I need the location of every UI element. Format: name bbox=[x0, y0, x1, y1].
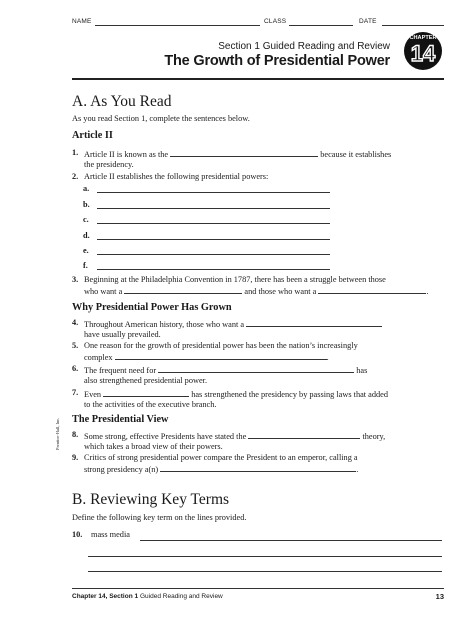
question-text: theory, bbox=[362, 432, 386, 441]
chapter-label: CHAPTER bbox=[409, 35, 437, 41]
page-title: The Growth of Presidential Power bbox=[164, 53, 390, 69]
definition-line-1[interactable] bbox=[140, 540, 442, 541]
question-text: and those who want a bbox=[244, 287, 317, 297]
question-8 bbox=[72, 430, 444, 453]
power-answer-c[interactable] bbox=[97, 223, 330, 224]
question-10-number: 10. bbox=[72, 530, 83, 539]
name-label: NAME bbox=[72, 18, 92, 25]
question-7 bbox=[72, 388, 444, 411]
answer-blank[interactable] bbox=[158, 364, 354, 373]
question-text: Article II is known as the bbox=[84, 150, 169, 159]
question-number: 4. bbox=[72, 318, 79, 327]
question-text: also strengthened presidential power. bbox=[84, 376, 208, 386]
power-answer-b[interactable] bbox=[97, 208, 330, 209]
question-6 bbox=[72, 364, 444, 387]
question-text: Even bbox=[84, 390, 102, 399]
question-text: Critics of strong presidential power compare the President to an emperor, calling a bbox=[84, 453, 358, 462]
question-number: 8. bbox=[72, 430, 79, 439]
chapter-badge bbox=[404, 32, 442, 70]
question-number: 6. bbox=[72, 364, 79, 373]
key-term: mass media bbox=[91, 530, 130, 539]
footer-label: Guided Reading and Review bbox=[140, 593, 223, 600]
presidential-view-heading: The Presidential View bbox=[72, 414, 169, 425]
question-text: The frequent need for bbox=[84, 366, 157, 375]
power-letter-a: a. bbox=[83, 184, 90, 193]
name-field[interactable] bbox=[95, 25, 260, 26]
section-a-heading: A. As You Read bbox=[72, 93, 172, 110]
answer-blank[interactable] bbox=[248, 430, 360, 439]
date-label: DATE bbox=[359, 18, 377, 25]
section-a-instructions: As you read Section 1, complete the sentences below. bbox=[72, 114, 250, 123]
answer-blank[interactable] bbox=[124, 285, 242, 294]
power-letter-e: e. bbox=[83, 246, 89, 255]
question-number: 1. bbox=[72, 148, 79, 157]
question-number: 9. bbox=[72, 453, 79, 462]
power-letter-f: f. bbox=[83, 261, 88, 270]
question-text: have usually prevailed. bbox=[84, 330, 161, 340]
question-text: . bbox=[426, 287, 429, 297]
section-b-heading: B. Reviewing Key Terms bbox=[72, 491, 230, 508]
power-answer-e[interactable] bbox=[97, 254, 330, 255]
question-5 bbox=[72, 341, 444, 364]
question-text: who want a bbox=[84, 287, 123, 297]
question-2 bbox=[72, 172, 444, 182]
article-ii-heading: Article II bbox=[72, 130, 113, 141]
question-text: to the activities of the executive branch. bbox=[84, 400, 217, 410]
question-number: 5. bbox=[72, 341, 79, 350]
question-text: . bbox=[356, 465, 359, 475]
question-number: 2. bbox=[72, 172, 79, 181]
why-heading: Why Presidential Power Has Grown bbox=[72, 302, 232, 313]
answer-blank[interactable] bbox=[103, 388, 189, 397]
chapter-number: 14 bbox=[410, 41, 436, 66]
answer-blank[interactable] bbox=[170, 148, 318, 157]
question-text: Throughout American history, those who want a bbox=[84, 320, 245, 329]
question-text: Beginning at the Philadelphia Convention in 1787, there has been a struggle between those bbox=[84, 275, 386, 284]
page-number: 13 bbox=[435, 592, 444, 601]
question-text: has strengthened the presidency by passing laws that added bbox=[191, 390, 388, 399]
footer-chapter-section: Chapter 14, Section 1 bbox=[72, 593, 139, 600]
power-letter-c: c. bbox=[83, 215, 89, 224]
question-text: the presidency. bbox=[84, 160, 134, 170]
question-text: which takes a broad view of their powers. bbox=[84, 442, 223, 452]
section-b-instructions: Define the following key term on the lines provided. bbox=[72, 513, 247, 522]
power-answer-a[interactable] bbox=[97, 192, 330, 193]
class-label: CLASS bbox=[264, 18, 287, 25]
answer-blank[interactable] bbox=[160, 463, 359, 475]
question-text: complex bbox=[84, 353, 113, 363]
power-letter-b: b. bbox=[83, 200, 90, 209]
question-number: 3. bbox=[72, 275, 79, 284]
copyright-side-text: Prentice-Hall, Inc. bbox=[55, 417, 60, 450]
power-answer-f[interactable] bbox=[97, 269, 330, 270]
question-text: strong presidency a(n) bbox=[84, 465, 159, 475]
question-text: has bbox=[356, 366, 368, 375]
answer-blank[interactable] bbox=[246, 318, 382, 327]
class-field[interactable] bbox=[289, 25, 353, 26]
question-text: . bbox=[326, 353, 329, 363]
power-answer-d[interactable] bbox=[97, 239, 330, 240]
answer-blank[interactable] bbox=[318, 285, 429, 297]
question-3 bbox=[72, 275, 444, 298]
definition-line-2[interactable] bbox=[88, 556, 442, 557]
answer-blank[interactable] bbox=[115, 351, 329, 363]
section-subtitle: Section 1 Guided Reading and Review bbox=[218, 41, 390, 52]
question-text: because it establishes bbox=[320, 150, 392, 159]
question-9 bbox=[72, 453, 444, 476]
date-field[interactable] bbox=[382, 25, 444, 26]
question-text: One reason for the growth of presidential power has been the nation’s increasingly bbox=[84, 341, 358, 350]
question-4 bbox=[72, 318, 444, 341]
question-1 bbox=[72, 148, 444, 171]
power-letter-d: d. bbox=[83, 231, 90, 240]
definition-line-3[interactable] bbox=[88, 571, 442, 572]
question-text: Article II establishes the following presidential powers: bbox=[84, 172, 269, 181]
title-divider bbox=[72, 78, 444, 80]
question-number: 7. bbox=[72, 388, 79, 397]
question-text: Some strong, effective Presidents have stated the bbox=[84, 432, 247, 441]
footer-divider bbox=[72, 588, 444, 589]
